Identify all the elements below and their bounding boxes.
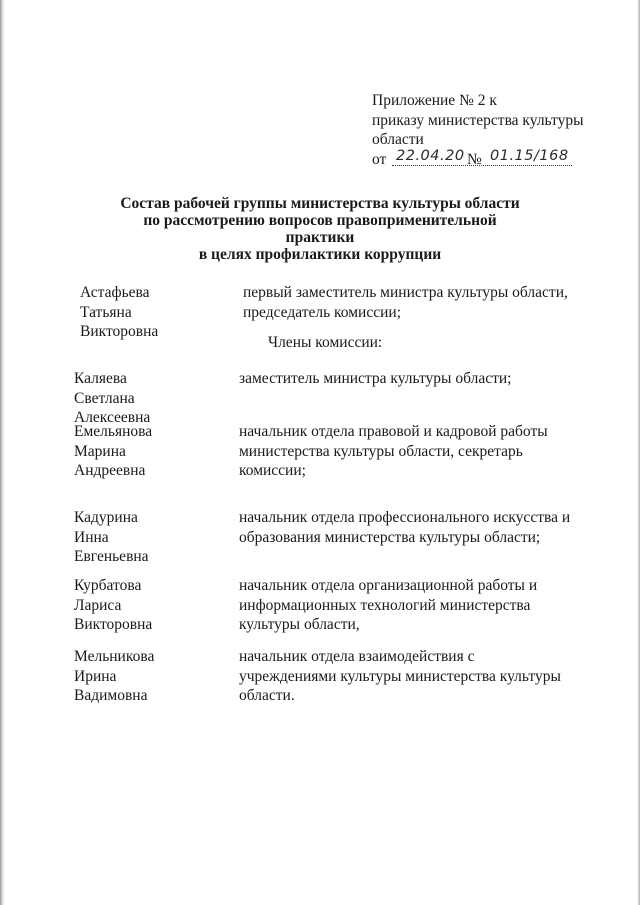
member-name: [74, 647, 154, 706]
chairman-position-line-1: первый заместитель министра культуры области,: [243, 284, 568, 301]
appendix-date-line: [372, 147, 584, 170]
members-heading: Члены комиссии:: [268, 334, 383, 351]
member-position-line: министерства культуры области, секретарь: [239, 442, 523, 460]
number-sign: №: [467, 150, 482, 168]
appendix-line-1: Приложение № 2 к: [372, 92, 497, 109]
member-given-name: Ирина Вадимовна: [74, 667, 148, 704]
date-prefix: от: [372, 150, 387, 168]
member-given-name: Светлана Алексеевна: [74, 389, 151, 426]
chairman-position-line-2: председатель комиссии;: [243, 303, 402, 321]
member-name: [74, 576, 152, 635]
member-surname: Емельянова: [74, 423, 153, 440]
chairman-surname: Астафьева: [80, 284, 150, 301]
title-line-2: по рассмотрению вопросов правоприменительной практики: [143, 212, 497, 246]
member-surname: Мельникова: [74, 648, 155, 665]
member-given-name: Марина Андреевна: [74, 442, 146, 479]
scan-edge-left: [0, 0, 5, 905]
member-position: [239, 576, 537, 635]
member-name: [74, 369, 150, 428]
member-position-line: начальник отдела правовой и кадровой работы: [239, 423, 548, 440]
member-position-line: образования министерства культуры области;: [239, 528, 541, 546]
member-position-line: культуры области,: [239, 616, 360, 633]
member-position: [239, 422, 548, 481]
member-surname: Курбатова: [74, 577, 142, 594]
appendix-header: [372, 91, 584, 169]
member-position-line: начальник отдела профессионального искусства и: [239, 509, 571, 526]
title-line-1: Состав рабочей группы министерства культуры области: [120, 195, 520, 212]
member-surname: Кадурина: [74, 509, 138, 526]
member-position-line: начальник отдела организационной работы и: [239, 577, 538, 594]
member-position: [239, 508, 570, 547]
chairman-name: [80, 283, 158, 342]
member-position: [239, 647, 561, 706]
appendix-line-2: приказу министерства культуры: [372, 111, 584, 129]
member-position-line: информационных технологий министерства: [239, 596, 531, 614]
member-position-line: начальник отдела взаимодействия с: [239, 648, 475, 665]
member-given-name: Лариса Викторовна: [74, 596, 153, 633]
appendix-line-3: области: [372, 131, 424, 148]
chairman-position: [243, 283, 603, 322]
member-position-line: учреждениями культуры министерства культуры: [239, 667, 561, 685]
member-position-line: комиссии;: [239, 462, 306, 479]
handwritten-date: 22.04.20: [396, 147, 465, 164]
chairman-given-name: Татьяна Викторовна: [80, 303, 159, 340]
member-name: [74, 508, 149, 567]
member-position: [239, 369, 511, 389]
document-title: [120, 195, 520, 263]
member-given-name: Инна Евгеньевна: [74, 528, 149, 565]
member-name: [74, 422, 152, 481]
title-line-3: в целях профилактики коррупции: [198, 246, 442, 263]
member-position-line: заместитель министра культуры области;: [239, 370, 512, 387]
handwritten-number: 01.15/168: [490, 147, 569, 164]
member-surname: Каляева: [74, 370, 127, 387]
member-position-line: области.: [239, 687, 295, 704]
